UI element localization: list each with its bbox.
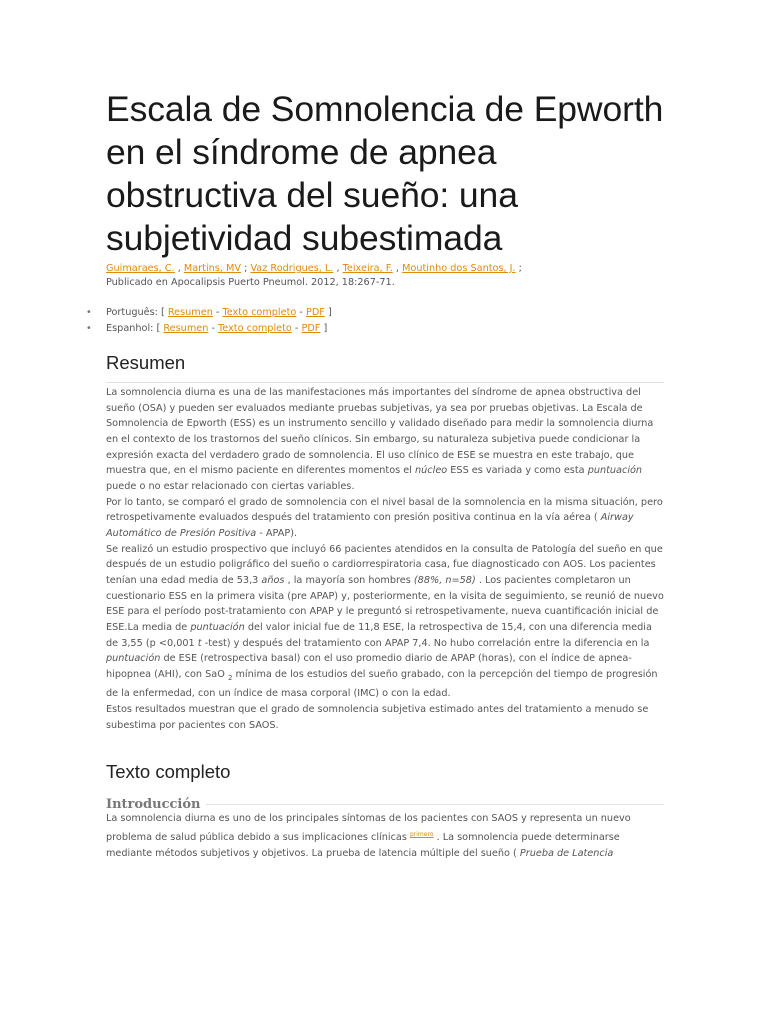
- article: [106, 88, 666, 862]
- reference-link[interactable]: primero: [409, 831, 434, 839]
- fulltext-paragraph: La somnolencia diurna es uno de los principales síntomas de los pacientes con SAOS y representa un nuevo problema de salud pública debido a sus implicaciones clínicas $^{primero}$ . La somnolencia puede determinarse mediante métodos subjetivos y objetivos. La prueba de latencia múltiple del sueño ( Prueba de Latencia: [106, 813, 631, 859]
- author-link[interactable]: Martins, MV: [183, 263, 241, 274]
- article-title: Escala de Somnolencia de Epworth en el síndrome de apnea obstructiva del sueño: una subjetividad subestimada: [106, 89, 664, 258]
- pdf-link[interactable]: PDF: [301, 322, 321, 334]
- fulltext-heading: Texto completo: [106, 761, 231, 783]
- author-list: Guimaraes, C. , Martins, MV ; Vaz Rodrigues, L. , Teixeira, F. , Moutinho dos Santos, J. ; Publicado en Apocalipsis Puerto Pneumol. 2012, 18:267-71.: [106, 263, 522, 288]
- abstract-paragraph: Estos resultados muestran que el grado de somnolencia subjetiva estimado antes del tratamiento a menudo se subestima por pacientes con SAOS.: [106, 704, 649, 731]
- abstract-heading: Resumen: [106, 352, 186, 373]
- fulltext-link[interactable]: Texto completo: [218, 322, 292, 334]
- abstract-paragraph: La somnolencia diurna es una de las manifestaciones más importantes del síndrome de apnea obstructiva del sueño (OSA) y pueden ser evaluados mediante pruebas subjetivas, ya sea por pruebas objetivas. La Escala de Somnolencia de Epworth (ESS) es un instrumento sencillo y validado diseñado para medir la somnolencia diurna en el contexto de los trastornos del sueño clínicos. Sin embargo, su naturaleza subjetiva puede condicionar la expresión exacta del verdadero grado de somnolencia. El uso clínico de ESE se muestra en este trabajo, que muestra que, en el mismo paciente en diferentes momentos el núcleo ESS es variada y como esta puntuación puede o no estar relacionado con ciertas variables.: [106, 387, 654, 492]
- section-heading: Introducción: [106, 797, 201, 813]
- author-link[interactable]: Guimaraes, C.: [106, 263, 175, 274]
- author-link[interactable]: Vaz Rodrigues, L.: [250, 263, 334, 274]
- language-label: Português:: [106, 307, 158, 318]
- fulltext-link[interactable]: Texto completo: [222, 307, 297, 318]
- divider: [106, 382, 664, 383]
- fulltext-body: [106, 811, 666, 861]
- pdf-link[interactable]: PDF: [305, 307, 325, 318]
- language-item-portugues: • Português: [ Resumen - Texto completo - PDF ]: [82, 305, 666, 321]
- author-link[interactable]: Teixeira, F.: [342, 263, 393, 274]
- abstract-link[interactable]: Resumen: [167, 307, 213, 318]
- abstract-paragraph: Por lo tanto, se comparó el grado de somnolencia con el nivel basal de la somnolencia en la misma situación, pero retrospetivamente evaluados después del tratamiento con presión positiva continua en la vía aérea ( Airway Automático de Presión Positiva - APAP).: [106, 496, 663, 539]
- author-link[interactable]: Moutinho dos Santos, J.: [402, 263, 516, 274]
- language-item-espanhol: • Espanhol: [ Resumen - Texto completo - PDF ]: [82, 321, 666, 337]
- abstract-body: [106, 385, 666, 733]
- abstract-paragraph: Se realizó un estudio prospectivo que incluyó 66 pacientes atendidos en la consulta de Patología del sueño en que después de un estudio poligráfico del sueño o cardiorrespiratoria casa, fue diagnosticado con AOS. Los pacientes tenían una edad media de 53,3 años , la mayoría son hombres (88%, n=58) . Los pacientes completaron un cuestionario ESS en la primera visita (pre APAP) y, posteriormente, en la visita de seguimiento, se reunió de nuevo ESE para el período post-tratamiento con APAP y le preguntó si retrospetivamente, nueva cuantificación inicial de ESE.La media de puntuación del valor inicial fue de 11,8 ESE, la retrospectiva de 15,4, con una diferencia media de 3,55 (p <0,001 t -test) y después del tratamiento con APAP 7,4. No hubo correlación entre la diferencia en la puntuación de ESE (retrospectiva basal) con el uso promedio diario de APAP (horas), con el índice de apnea-hipopnea (AHI), con SaO $_2$ mínima de los estudios del sueño grabado, con la percepción del tiempo de progresión de la enfermedad, con un índice de masa corporal (IMC) o con la edad.: [106, 543, 664, 700]
- divider: [206, 804, 664, 805]
- language-label: Espanhol:: [106, 322, 154, 334]
- language-list: [82, 305, 666, 336]
- abstract-link[interactable]: Resumen: [163, 322, 209, 334]
- publication-info: Publicado en Apocalipsis Puerto Pneumol. 2012, 18:267-71.: [106, 276, 395, 288]
